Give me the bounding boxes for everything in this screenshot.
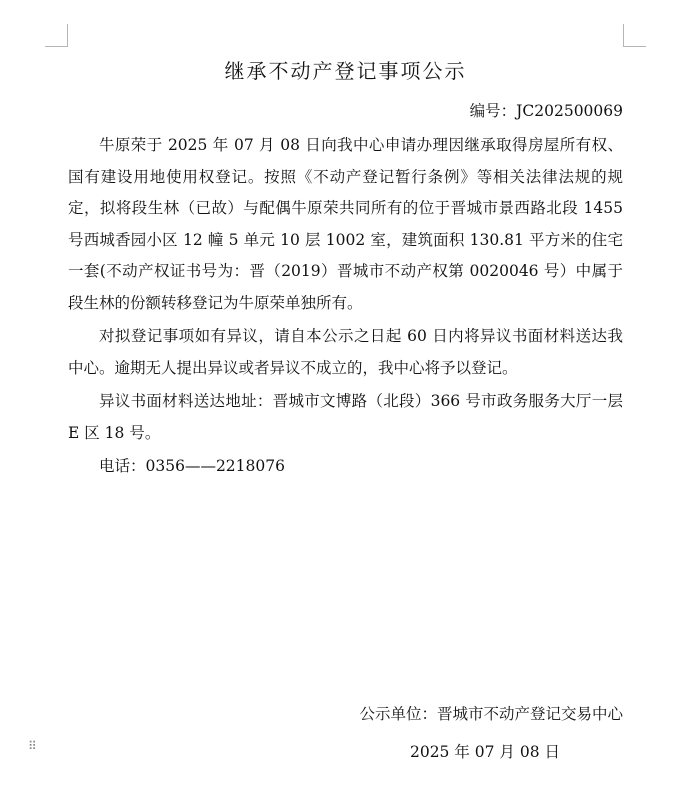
paragraph-address: 异议书面材料送达地址：晋城市文博路（北段）366 号市政务服务大厅一层 E 区 18 号。 — [68, 392, 623, 442]
paragraph-application: 牛原荣于 2025 年 07 月 08 日向我中心申请办理因继承取得房屋所有权、国有建设用地使用权登记。按照《不动产登记暂行条例》等相关法律法规的规定，拟将段生林（已故）与配偶牛原荣共同所有的位于晋城市景西路北段 1455 号西城香园小区 12 幢 5 单元 10 层 1002 室，建筑面积 130.81 平方米的住宅一套(不动产权证书号为：晋（2019）晋城市不动产权第 0020046 号）中属于段生林的份额转移登记为牛原荣单独所有。 — [68, 136, 623, 312]
crop-mark-top-left — [45, 24, 68, 47]
paragraph-objection: 对拟登记事项如有异议，请自本公示之日起 60 日内将异议书面材料送达我中心。逾期无人提出异议或者异议不成立的，我中心将予以登记。 — [68, 327, 623, 377]
signature-unit: 公示单位：晋城市不动产登记交易中心 — [359, 705, 623, 723]
document-page — [68, 56, 623, 761]
document-title: 继承不动产登记事项公示 — [224, 59, 467, 83]
document-number: 编号：JC202500069 — [469, 102, 623, 120]
signature-date: 2025 年 07 月 08 日 — [409, 743, 560, 761]
drag-handle-icon[interactable]: ⠿ — [28, 739, 37, 753]
paragraph-phone: 电话：0356——2218076 — [99, 457, 285, 475]
crop-mark-top-right — [623, 24, 646, 47]
